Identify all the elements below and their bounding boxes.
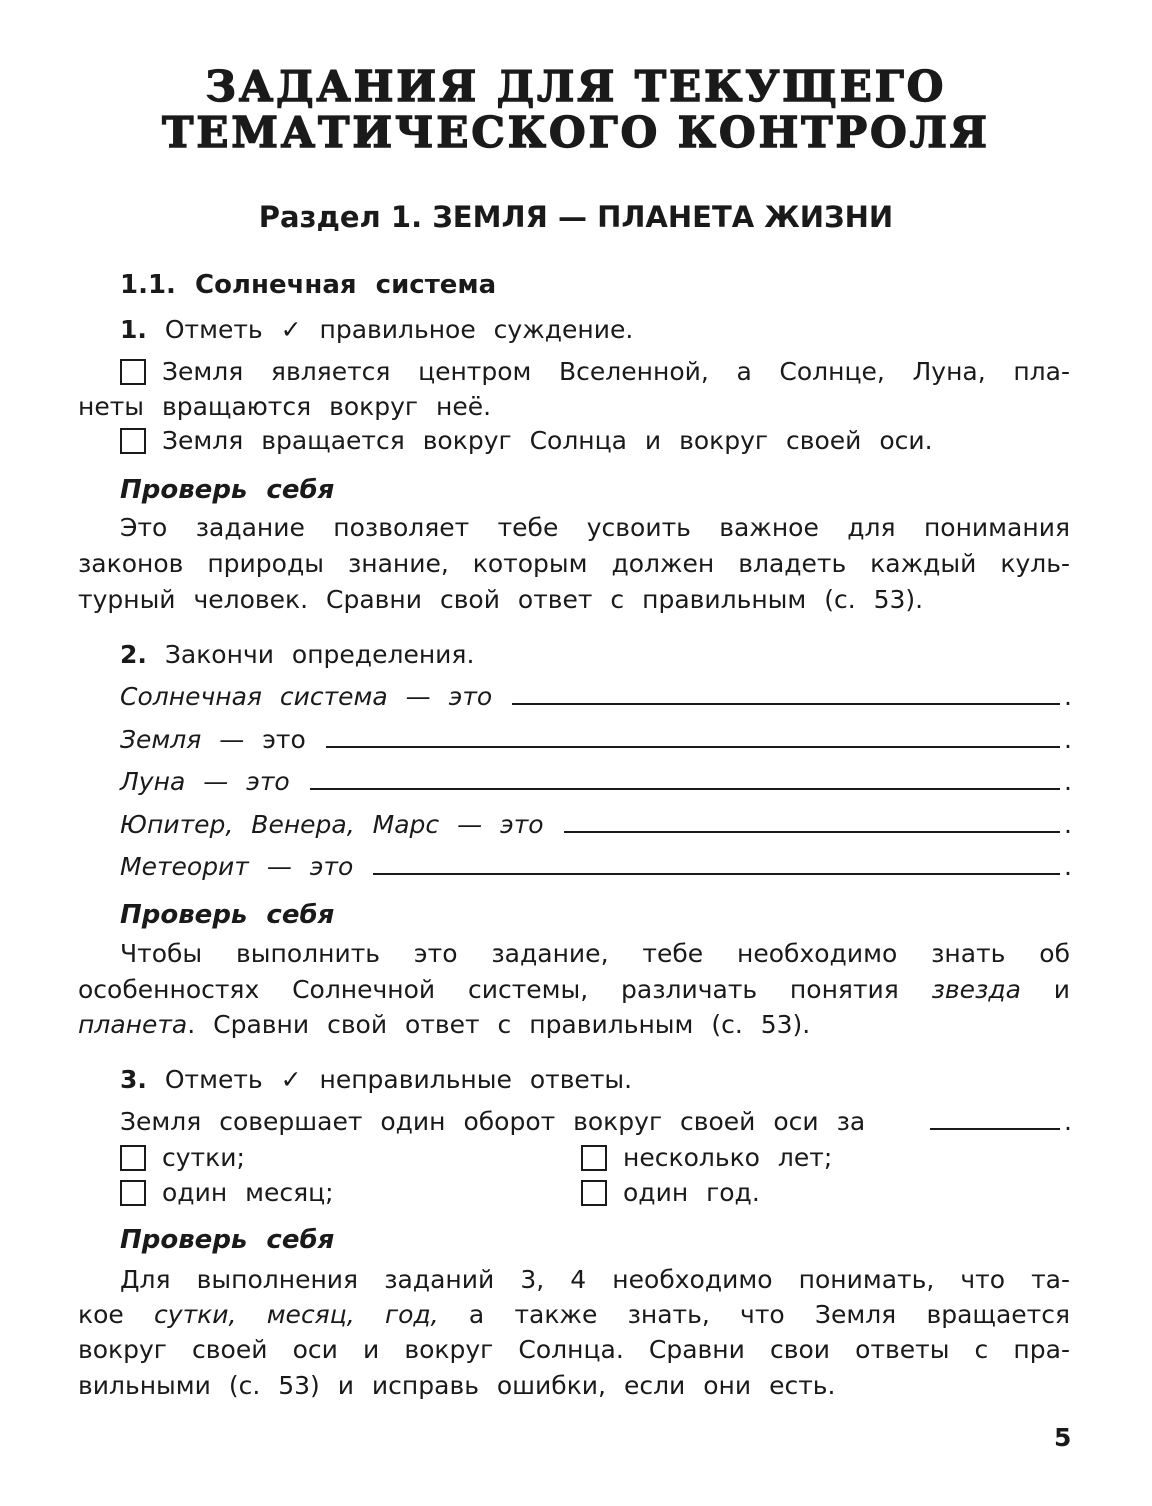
- answer-line[interactable]: [564, 807, 1060, 833]
- page-title-line1: ЗАДАНИЯ ДЛЯ ТЕКУЩЕГО: [205, 62, 947, 111]
- checkbox[interactable]: [120, 1180, 146, 1206]
- task-number: 2.: [120, 640, 147, 669]
- answer-line[interactable]: [326, 722, 1060, 748]
- task3-option: [581, 1140, 832, 1176]
- definition-row: Луна — это .: [120, 764, 1072, 800]
- checkbox[interactable]: [120, 1145, 146, 1171]
- task3-option: [581, 1175, 760, 1211]
- italic-term: звезда: [931, 975, 1021, 1004]
- term: Земля: [120, 725, 202, 754]
- definition-row: Земля — это .: [120, 722, 1072, 758]
- answer-line[interactable]: [310, 764, 1060, 790]
- check-text: [78, 972, 1070, 1008]
- definition-row: Метеорит — это .: [120, 849, 1072, 885]
- check-text: вильными (с. 53) и исправь ошибки, если они есть.: [78, 1371, 836, 1400]
- task-number: 3.: [120, 1065, 147, 1094]
- task3-heading: [120, 1062, 632, 1098]
- page-title-line2: ТЕМАТИЧЕСКОГО КОНТРОЛЯ: [162, 108, 990, 157]
- task3-option: [120, 1140, 245, 1176]
- question-text: Земля совершает один оборот вокруг своей оси за: [120, 1107, 866, 1136]
- check-yourself-label: Проверь себя: [120, 1225, 335, 1255]
- text: . Сравни свой ответ с правильным (с. 53).: [187, 1010, 811, 1039]
- section-heading: Раздел 1. ЗЕМЛЯ — ПЛАНЕТА ЖИЗНИ: [258, 200, 894, 234]
- term: Солнечная система — это: [120, 682, 493, 711]
- check-text: Чтобы выполнить это задание, тебе необходимо знать об: [120, 939, 1070, 968]
- checkbox[interactable]: [120, 359, 146, 385]
- answer-line[interactable]: [373, 849, 1060, 875]
- option-text: несколько лет;: [623, 1143, 833, 1172]
- term: Луна — это: [120, 767, 290, 796]
- check-text: Для выполнения заданий 3, 4 необходимо понимать, что та-: [120, 1265, 1070, 1294]
- check-text: [78, 1007, 810, 1043]
- checkbox[interactable]: [581, 1145, 607, 1171]
- task3-option: [120, 1175, 334, 1211]
- task-text: Отметь ✓ неправильные ответы.: [164, 1065, 633, 1094]
- definition-row: Солнечная система — это .: [120, 679, 1072, 715]
- text: кое: [78, 1300, 124, 1329]
- option-text: один месяц;: [162, 1178, 334, 1207]
- task1-option-1-cont: неты вращаются вокруг неё.: [78, 392, 492, 421]
- subsection-heading: 1.1. Солнечная система: [120, 270, 497, 300]
- task3-question: Земля совершает один оборот вокруг своей оси за .: [120, 1104, 1072, 1140]
- text: особенностях Солнечной системы, различать понятия: [78, 975, 899, 1004]
- check-text: [78, 1297, 1070, 1333]
- page-number: 5: [1054, 1423, 1072, 1452]
- check-text: Это задание позволяет тебе усвоить важное для понимания: [120, 513, 1070, 542]
- task1-option-1: [120, 354, 1070, 390]
- task1-option-2: [120, 423, 933, 459]
- checkbox[interactable]: [581, 1180, 607, 1206]
- answer-line[interactable]: [512, 679, 1060, 705]
- option-text: сутки;: [162, 1143, 245, 1172]
- italic-term: планета: [78, 1010, 188, 1039]
- term: Юпитер, Венера, Марс — это: [120, 810, 544, 839]
- check-text: вокруг своей оси и вокруг Солнца. Сравни свои ответы с пра-: [78, 1335, 1070, 1364]
- task-number: 1.: [120, 315, 147, 344]
- check-text: законов природы знание, которым должен владеть каждый куль-: [78, 549, 1070, 578]
- checkbox[interactable]: [120, 428, 146, 454]
- task1-heading: [120, 312, 633, 348]
- text: и: [1053, 975, 1070, 1004]
- task-text: Отметь ✓ правильное суждение.: [164, 315, 634, 344]
- option-text: Земля является центром Вселенной, а Солнце, Луна, пла-: [162, 357, 1070, 386]
- text: а также знать, что Земля вращается: [468, 1300, 1070, 1329]
- task-text: Закончи определения.: [164, 640, 475, 669]
- check-text: турный человек. Сравни свой ответ с правильным (с. 53).: [78, 585, 924, 614]
- term-suffix: — это: [219, 725, 306, 754]
- answer-line[interactable]: [930, 1104, 1060, 1130]
- option-text: один год.: [623, 1178, 760, 1207]
- check-yourself-label: Проверь себя: [120, 475, 335, 505]
- check-yourself-label: Проверь себя: [120, 900, 335, 930]
- term: Метеорит — это: [120, 852, 354, 881]
- option-text: Земля вращается вокруг Солнца и вокруг своей оси.: [162, 426, 933, 455]
- italic-term: сутки, месяц, год,: [154, 1300, 439, 1329]
- task2-heading: [120, 637, 474, 673]
- definition-row: Юпитер, Венера, Марс — это .: [120, 807, 1072, 843]
